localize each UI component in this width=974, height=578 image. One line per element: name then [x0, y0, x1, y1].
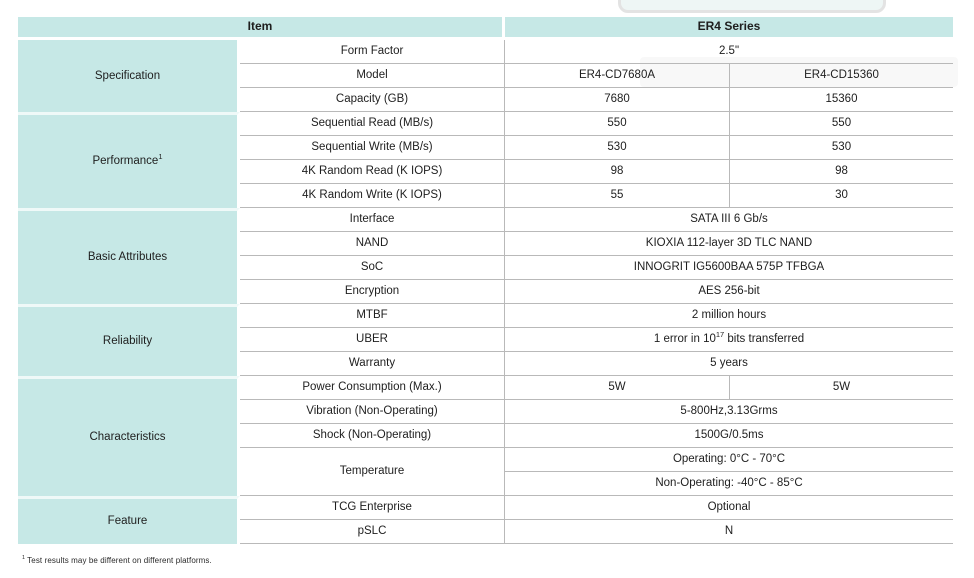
footnote-marker: 1	[158, 152, 163, 162]
item-cell: 4K Random Read (K IOPS)	[240, 160, 505, 184]
header-item: Item	[18, 17, 505, 40]
category-performance	[18, 112, 240, 208]
header-row	[18, 17, 953, 40]
value-cell: 530	[730, 136, 953, 160]
row-power-consumption	[18, 376, 953, 400]
value-cell: 15360	[730, 88, 953, 112]
footnote-text: Test results may be different on different platforms.	[27, 556, 212, 565]
item-cell: Sequential Read (MB/s)	[240, 112, 505, 136]
item-cell: pSLC	[240, 520, 505, 544]
value-cell: 1500G/0.5ms	[505, 424, 953, 448]
value-cell: Optional	[505, 496, 953, 520]
value-cell: 550	[505, 112, 730, 136]
value-cell: 5 years	[505, 352, 953, 376]
row-form-factor	[18, 40, 953, 64]
item-cell: Form Factor	[240, 40, 505, 64]
item-cell: UBER	[240, 328, 505, 352]
value-cell: 98	[505, 160, 730, 184]
item-cell: Interface	[240, 208, 505, 232]
value-cell: SATA III 6 Gb/s	[505, 208, 953, 232]
item-cell: SoC	[240, 256, 505, 280]
row-sequential-read	[18, 112, 953, 136]
value-cell-cd15360: ER4-CD15360	[730, 64, 953, 88]
value-cell: 5W	[505, 376, 730, 400]
row-tcg-enterprise	[18, 496, 953, 520]
item-cell: 4K Random Write (K IOPS)	[240, 184, 505, 208]
category-feature: Feature	[18, 496, 240, 544]
item-cell: TCG Enterprise	[240, 496, 505, 520]
uber-value-suffix: bits transferred	[724, 333, 805, 346]
value-cell: 5W	[730, 376, 953, 400]
value-cell: 55	[505, 184, 730, 208]
value-cell: 530	[505, 136, 730, 160]
item-cell-temperature: Temperature	[240, 448, 505, 496]
value-cell: N	[505, 520, 953, 544]
value-cell: Operating: 0°C - 70°C	[505, 448, 953, 472]
row-mtbf	[18, 304, 953, 328]
footnote-marker: 1	[22, 555, 26, 562]
value-cell: KIOXIA 112-layer 3D TLC NAND	[505, 232, 953, 256]
item-cell: Encryption	[240, 280, 505, 304]
value-cell: 2.5"	[505, 40, 953, 64]
value-cell: 550	[730, 112, 953, 136]
item-cell: Vibration (Non-Operating)	[240, 400, 505, 424]
category-basic-attributes: Basic Attributes	[18, 208, 240, 304]
item-cell: Shock (Non-Operating)	[240, 424, 505, 448]
item-cell: Model	[240, 64, 505, 88]
cropped-card-fragment	[618, 0, 886, 13]
value-cell-cd7680a: ER4-CD7680A	[505, 64, 730, 88]
value-cell	[505, 328, 953, 352]
category-specification: Specification	[18, 40, 240, 112]
value-cell: 5-800Hz,3.13Grms	[505, 400, 953, 424]
value-cell: 2 million hours	[505, 304, 953, 328]
category-label: Performance	[92, 155, 159, 168]
value-cell: INNOGRIT IG5600BAA 575P TFBGA	[505, 256, 953, 280]
item-cell: Power Consumption (Max.)	[240, 376, 505, 400]
item-cell: NAND	[240, 232, 505, 256]
header-er4-series: ER4 Series	[505, 17, 953, 40]
row-interface	[18, 208, 953, 232]
item-cell: Capacity (GB)	[240, 88, 505, 112]
item-cell: MTBF	[240, 304, 505, 328]
category-reliability: Reliability	[18, 304, 240, 376]
item-cell: Sequential Write (MB/s)	[240, 136, 505, 160]
spec-table	[18, 17, 953, 544]
value-cell: 98	[730, 160, 953, 184]
uber-exponent: 17	[715, 330, 725, 340]
value-cell: 30	[730, 184, 953, 208]
uber-value-prefix: 1 error in 10	[653, 333, 716, 346]
category-characteristics: Characteristics	[18, 376, 240, 496]
value-cell: 7680	[505, 88, 730, 112]
value-cell: AES 256-bit	[505, 280, 953, 304]
value-cell: Non-Operating: -40°C - 85°C	[505, 472, 953, 496]
footnote	[22, 556, 212, 565]
item-cell: Warranty	[240, 352, 505, 376]
